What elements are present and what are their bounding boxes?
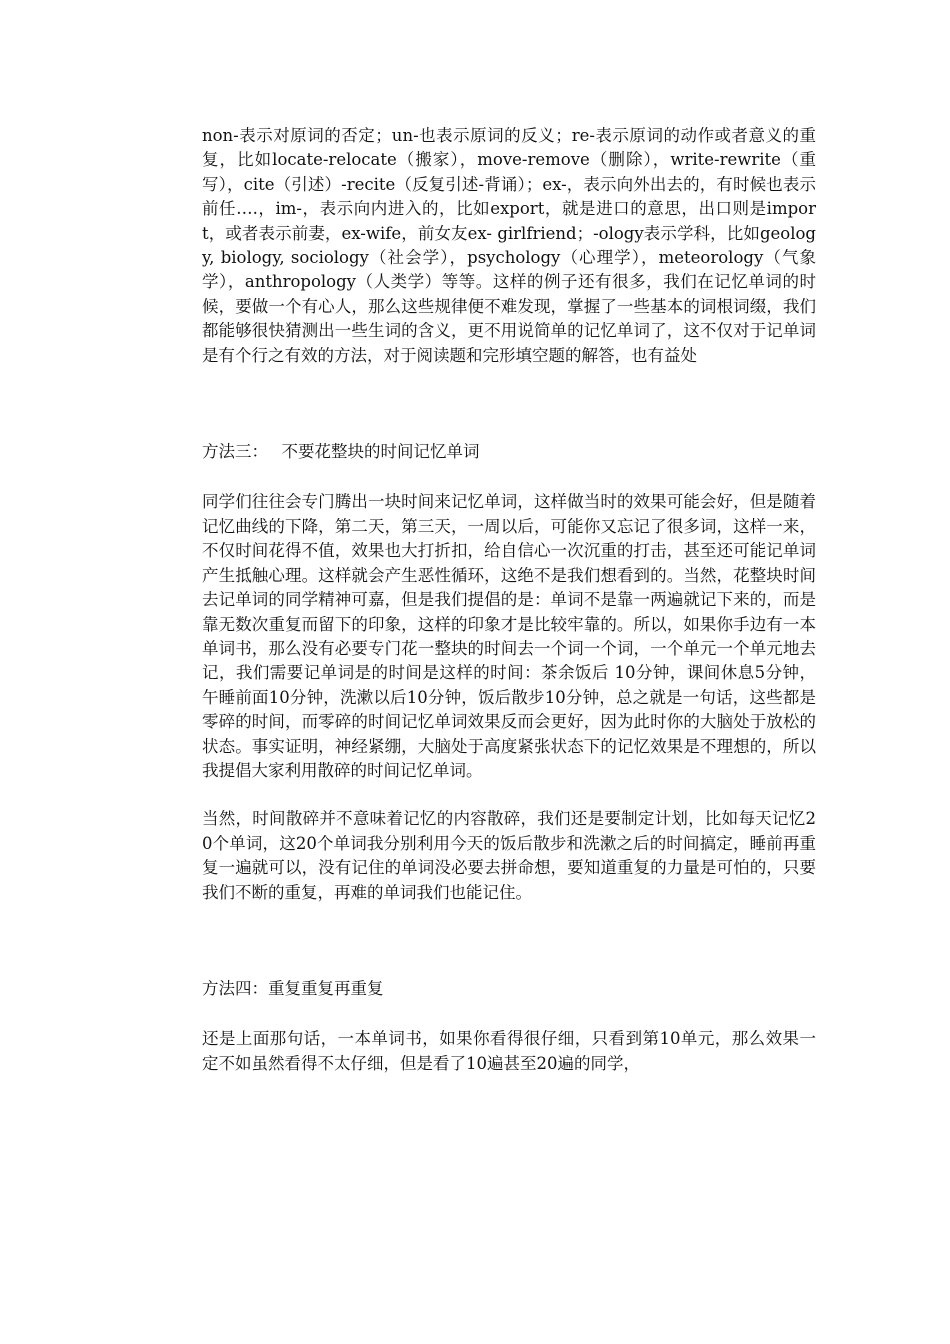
paragraph-method-4-1: 还是上面那句话，一本单词书，如果你看得很仔细，只看到第10单元，那么效果一定不如虽然看得不太仔细，但是看了10遍甚至20遍的同学，	[202, 1029, 816, 1073]
document-body	[202, 124, 816, 1076]
section-separator	[202, 905, 816, 977]
spacer	[202, 783, 816, 807]
section-separator	[202, 368, 816, 440]
paragraph-method-3-2: 当然，时间散碎并不意味着记忆的内容散碎，我们还是要制定计划，比如每天记忆20个单词，这20个单词我分别利用今天的饭后散步和洗漱之后的时间搞定，睡前再重复一遍就可以，没有记住的单词没必要去拼命想，要知道重复的力量是可怕的，只要我们不断的重复，再难的单词我们也能记住。	[202, 809, 816, 902]
paragraph-intro: non-表示对原词的否定；un-也表示原词的反义；re-表示原词的动作或者意义的重复，比如locate-relocate（搬家），move-remove（删除），write-rewrite（重写），cite（引述）-recite（反复引述-背诵）；ex-，表示向外出去的，有时候也表示前任….，im-，表示向内进入的，比如export，就是进口的意思，出口则是import，或者表示前妻，ex-wife，前女友ex- girlfriend；-ology表示学科，比如geology, biology, sociology（社会学），psychology（心理学），meteorology（气象学），anthropology（人类学）等等。这样的例子还有很多，我们在记忆单词的时候，要做一个有心人，那么这些规律便不难发现，掌握了一些基本的词根词缀，我们都能够很快猜测出一些生词的含义，更不用说简单的记忆单词了，这不仅对于记单词是有个行之有效的方法，对于阅读题和完形填空题的解答，也有益处	[202, 126, 816, 365]
heading-method-3: 方法三： 不要花整块的时间记忆单词	[202, 442, 480, 462]
heading-method-4: 方法四：重复重复再重复	[202, 978, 384, 998]
spacer	[202, 464, 816, 490]
spacer	[202, 1001, 816, 1027]
paragraph-method-3-1: 同学们往往会专门腾出一块时间来记忆单词，这样做当时的效果可能会好，但是随着记忆曲线的下降，第二天，第三天，一周以后，可能你又忘记了很多词，这样一来，不仅时间花得不值，效果也大打折扣，给自信心一次沉重的打击，甚至还可能记单词产生抵触心理。这样就会产生恶性循环，这绝不是我们想看到的。当然，花整块时间去记单词的同学精神可嘉，但是我们提倡的是：单词不是靠一两遍就记下来的，而是靠无数次重复而留下的印象，这样的印象才是比较牢靠的。所以，如果你手边有一本单词书，那么没有必要专门花一整块的时间去一个词一个词，一个单元一个单元地去记，我们需要记单词是的时间是这样的时间：茶余饭后 10分钟，课间休息5分钟，午睡前面10分钟，洗漱以后10分钟，饭后散步10分钟，总之就是一句话，这些都是零碎的时间，而零碎的时间记忆单词效果反而会更好，因为此时你的大脑处于放松的状态。事实证明，神经紧绷，大脑处于高度紧张状态下的记忆效果是不理想的，所以我提倡大家利用散碎的时间记忆单词。	[202, 492, 816, 780]
